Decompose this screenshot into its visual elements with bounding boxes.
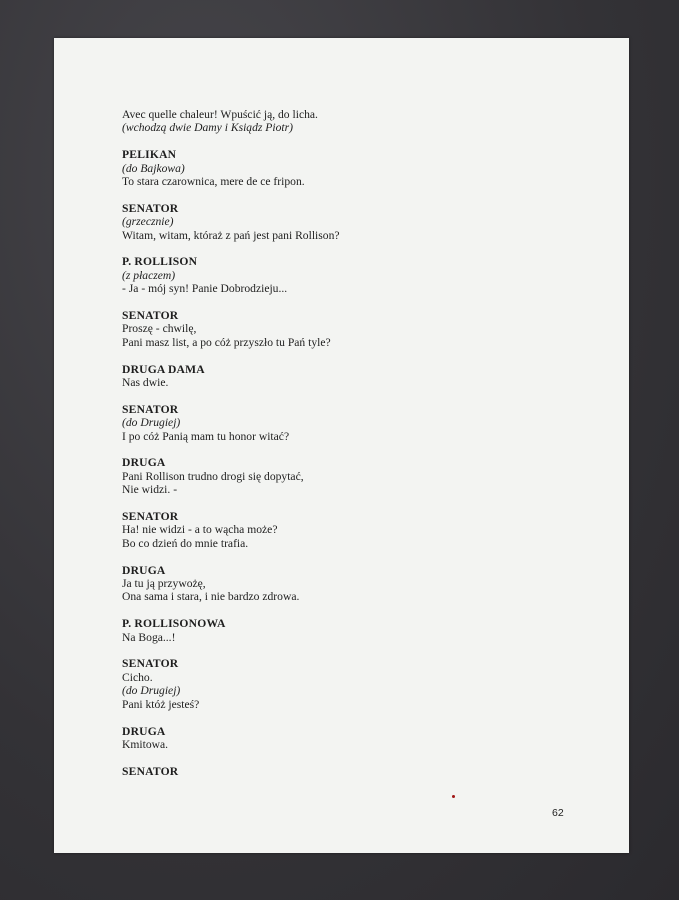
speaker-name: DRUGA: [122, 563, 166, 577]
dialogue-block: [122, 202, 582, 242]
speaker-name: DRUGA: [122, 724, 166, 738]
dialogue-line: Ha! nie widzi - a to wącha może?: [122, 523, 278, 537]
dialogue-block: [122, 363, 582, 390]
dialogue-block: [122, 564, 582, 604]
dialogue-line: Nie widzi. -: [122, 483, 178, 497]
stage-direction: (do Drugiej): [122, 684, 181, 698]
dialogue-block: [122, 617, 582, 644]
dialogue-line: Avec quelle chaleur! Wpuścić ją, do licha.: [122, 108, 318, 121]
speaker-name: P. ROLLISONOWA: [122, 617, 226, 631]
speaker-name: P. ROLLISON: [122, 255, 198, 269]
page-number: 62: [552, 807, 564, 819]
dialogue-line: Bo co dzień do mnie trafia.: [122, 536, 249, 550]
dialogue-line: Witam, witam, któraż z pań jest pani Rollison?: [122, 228, 340, 242]
speaker-name: PELIKAN: [122, 148, 177, 162]
speaker-name: SENATOR: [122, 657, 179, 671]
dialogue-line: Na Boga...!: [122, 630, 176, 644]
dialogue-block: [122, 725, 582, 752]
dialogue-line: Nas dwie.: [122, 376, 169, 390]
opening-block: [122, 108, 582, 135]
dialogue-line: I po cóż Panią mam tu honor witać?: [122, 429, 290, 443]
speaker-name: SENATOR: [122, 309, 179, 323]
dialogue-block: [122, 403, 582, 443]
dialogue-block: [122, 148, 582, 188]
dialogue-line: - Ja - mój syn! Panie Dobrodzieju...: [122, 282, 288, 296]
dialogue-line: Kmitowa.: [122, 737, 169, 751]
dialogue-block: [122, 657, 582, 711]
script-text: [122, 108, 582, 792]
stage-direction: (z płaczem): [122, 268, 176, 282]
stage-direction: (grzecznie): [122, 215, 174, 229]
document-page: [54, 38, 629, 853]
speaker-name: SENATOR: [122, 402, 179, 416]
dialogue-line: Pani któż jesteś?: [122, 697, 200, 711]
dialogue-line: Ja tu ją przywożę,: [122, 577, 206, 591]
speaker-name: SENATOR: [122, 764, 179, 778]
dialogue-line: Ona sama i stara, i nie bardzo zdrowa.: [122, 590, 300, 604]
dialogue-blocks: [122, 148, 582, 778]
dialogue-block: [122, 309, 582, 349]
dialogue-line: Cicho.: [122, 670, 153, 684]
dialogue-line: Pani Rollison trudno drogi się dopytać,: [122, 469, 304, 483]
stage-direction: (do Bajkowa): [122, 161, 185, 175]
ink-mark: [452, 795, 455, 798]
dialogue-block: [122, 510, 582, 550]
stage-direction: (wchodzą dwie Damy i Ksiądz Piotr): [122, 121, 294, 135]
speaker-name: DRUGA DAMA: [122, 362, 205, 376]
dialogue-line: Pani masz list, a po cóż przyszło tu Pań tyle?: [122, 335, 331, 349]
speaker-name: SENATOR: [122, 510, 179, 524]
dialogue-line: To stara czarownica, mere de ce fripon.: [122, 175, 305, 189]
dialogue-line: Proszę - chwilę,: [122, 322, 197, 336]
speaker-name: DRUGA: [122, 456, 166, 470]
speaker-name: SENATOR: [122, 201, 179, 215]
dialogue-block: [122, 765, 582, 778]
dialogue-block: [122, 255, 582, 295]
stage-direction: (do Drugiej): [122, 416, 181, 430]
dialogue-block: [122, 456, 582, 496]
